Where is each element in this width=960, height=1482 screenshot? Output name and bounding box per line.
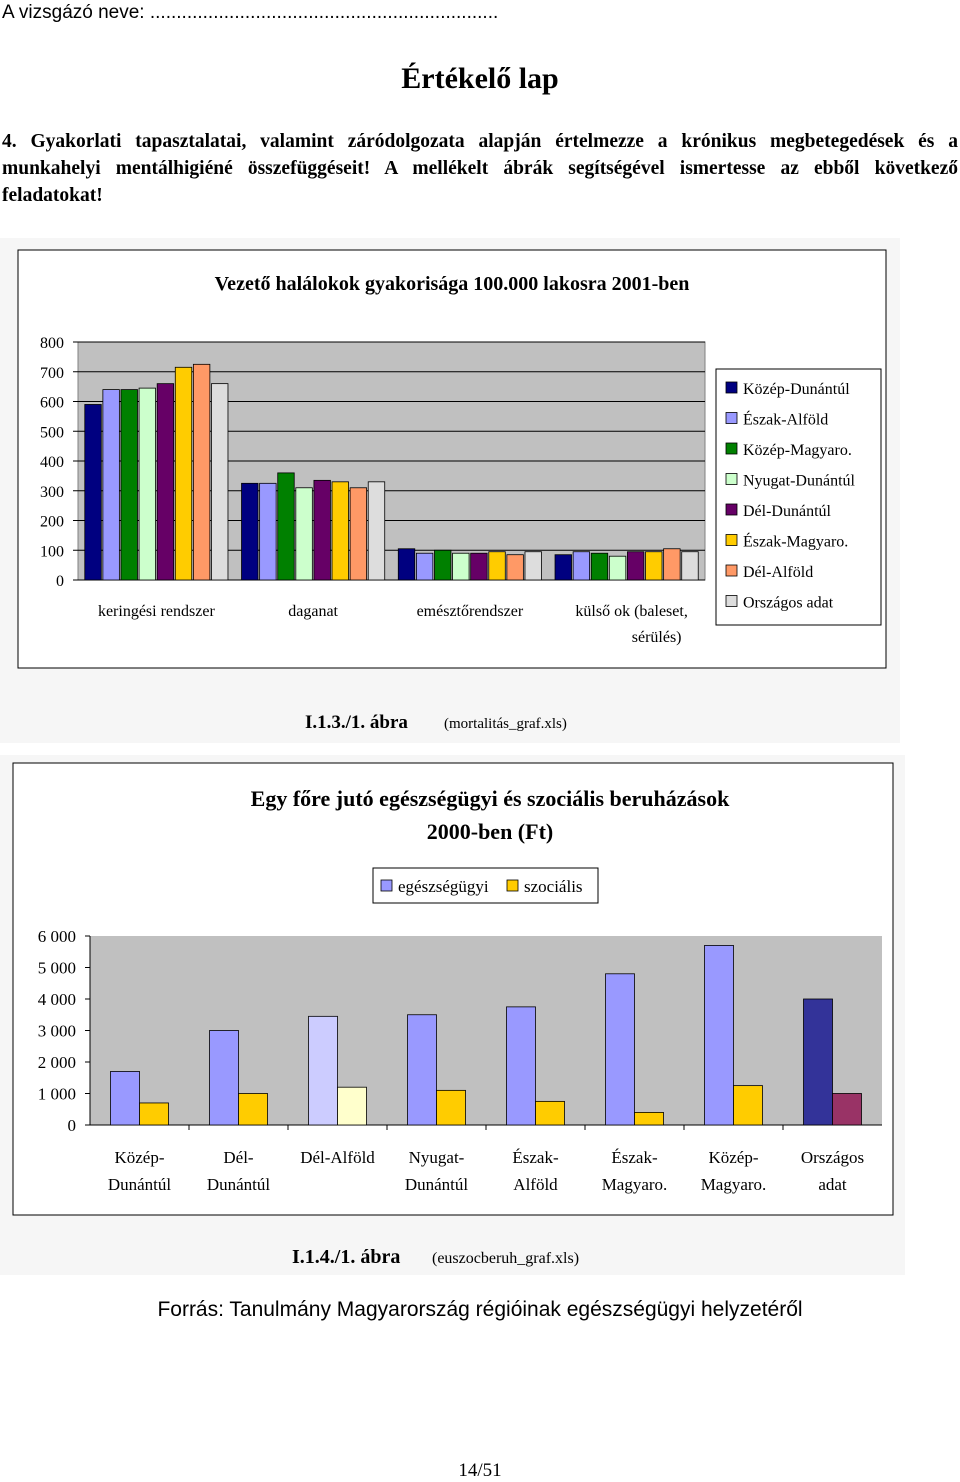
chart-2-bar: [408, 1015, 437, 1125]
chart-1-bar: [682, 552, 699, 580]
chart-1-x-tick-label: külső ok (baleset,: [575, 603, 688, 620]
chart-1-bar: [139, 388, 156, 580]
chart-2-legend-label: szociális: [524, 877, 583, 896]
chart-2-x-tick-label: Észak-: [611, 1148, 658, 1167]
chart-2-bar: [635, 1112, 664, 1125]
chart-1-title: Vezető halálokok gyakorisága 100.000 lakosra 2001-ben: [214, 273, 690, 295]
figure-1-caption: I.1.3./1. ábra: [305, 712, 408, 733]
chart-2-y-tick-label: 0: [67, 1116, 76, 1135]
investment-chart: [0, 755, 905, 1275]
chart-2-y-tick-label: 3 000: [37, 1021, 76, 1041]
chart-2-x-tick-label: Dél-: [223, 1148, 254, 1167]
chart-2-y-tick-label: 5 000: [37, 958, 76, 978]
chart-1-legend-swatch: [726, 565, 737, 576]
source-note: Forrás: Tanulmány Magyarország régióinak egészségügyi helyzetéről: [157, 1298, 803, 1321]
mortality-chart: [0, 238, 900, 743]
figure-2: [0, 755, 905, 1275]
chart-2-x-tick-label: adat: [818, 1175, 847, 1194]
chart-1-bar: [85, 404, 102, 580]
chart-1-bar: [555, 555, 572, 580]
chart-2-bar: [437, 1090, 466, 1125]
chart-1-bar: [664, 549, 681, 580]
chart-2-bar: [507, 1007, 536, 1125]
chart-1-x-tick-label: keringési rendszer: [97, 603, 215, 620]
chart-1-y-tick-label: 400: [40, 454, 64, 471]
chart-1-bar: [489, 552, 506, 580]
chart-1-bar: [591, 553, 608, 580]
chart-2-x-tick-label: Közép-: [708, 1148, 759, 1167]
chart-1-bar: [573, 552, 590, 580]
chart-1-legend-swatch: [726, 504, 737, 515]
chart-1-bar: [332, 482, 349, 580]
chart-1-bar: [471, 553, 488, 580]
chart-1-bar: [350, 488, 367, 580]
figure-2-caption: I.1.4./1. ábra: [292, 1246, 401, 1268]
chart-1-y-tick-label: 0: [56, 573, 64, 590]
chart-1-legend: [716, 369, 881, 625]
chart-1-bar: [278, 473, 295, 580]
chart-1-legend-swatch: [726, 535, 737, 546]
examinee-name-line: A vizsgázó neve: ..................................................................: [2, 2, 499, 23]
chart-1-y-tick-label: 600: [40, 394, 64, 412]
chart-1-bar: [453, 553, 470, 580]
chart-2-bar: [833, 1094, 862, 1126]
chart-2-bar: [705, 945, 734, 1125]
figure-1-caption-file: (mortalitás_graf.xls): [444, 716, 567, 732]
chart-1-bar: [175, 367, 192, 580]
chart-1-bar: [416, 553, 433, 580]
chart-1-x-tick-label: daganat: [288, 603, 338, 620]
chart-1-bar: [507, 555, 524, 580]
chart-2-bar: [111, 1071, 140, 1125]
chart-1-legend-swatch: [726, 413, 737, 424]
chart-2-x-tick-label: Dunántúl: [107, 1175, 172, 1194]
chart-1-bar: [646, 552, 663, 580]
chart-2-y-tick-label: 6 000: [37, 927, 76, 946]
chart-2-x-tick-label: Dunántúl: [404, 1175, 469, 1194]
chart-1-bar: [193, 364, 210, 580]
chart-1-legend-swatch: [726, 596, 737, 607]
chart-2-legend-label: egészségügyi: [398, 877, 489, 896]
figure-1: [0, 238, 900, 743]
chart-1-legend-label: Nyugat-Dunántúl: [743, 472, 855, 490]
chart-1-bar: [525, 552, 542, 580]
chart-1-legend-label: Dél-Alföld: [743, 564, 814, 581]
chart-1-x-tick-label: emésztőrendszer: [416, 603, 524, 620]
chart-1-y-tick-label: 700: [40, 364, 64, 382]
chart-2-bar: [309, 1016, 338, 1125]
chart-1-bar: [314, 480, 331, 580]
chart-1-legend-label: Észak-Alföld: [743, 411, 829, 429]
chart-1-bar: [242, 483, 259, 580]
chart-2-legend-swatch: [381, 880, 392, 891]
chart-2-bar: [239, 1094, 268, 1126]
chart-2-x-tick-label: Közép-: [114, 1148, 165, 1167]
chart-1-legend-label: Dél-Dunántúl: [743, 503, 831, 520]
chart-2-bar: [338, 1087, 367, 1125]
chart-1-bar: [609, 556, 626, 580]
chart-1-bar: [121, 390, 138, 580]
chart-1-legend-label: Közép-Dunántúl: [743, 381, 850, 398]
chart-1-x-tick-label: sérülés): [631, 629, 682, 646]
chart-1-bar: [260, 483, 277, 580]
chart-2-y-tick-label: 4 000: [37, 990, 76, 1009]
chart-1-legend-label: Országos adat: [743, 594, 834, 612]
chart-1-bar: [296, 488, 313, 580]
chart-1-y-tick-label: 500: [40, 424, 64, 442]
chart-2-x-tick-label: Magyaro.: [601, 1175, 668, 1194]
chart-1-bar: [627, 552, 644, 580]
chart-1-bar: [103, 390, 120, 580]
chart-2-bar: [536, 1101, 565, 1125]
chart-2-bar: [210, 1031, 239, 1126]
chart-2-bar: [734, 1086, 763, 1125]
chart-2-bar: [606, 974, 635, 1125]
chart-2-y-tick-label: 1 000: [37, 1084, 76, 1104]
chart-1-y-tick-label: 300: [40, 483, 64, 501]
chart-2-legend-swatch: [507, 880, 518, 891]
question-text: 4. Gyakorlati tapasztalatai, valamint záródolgozata alapján értelmezze a krónikus megbetegedések és a munkahelyi mentálhigiéné összefüggéseit! A mellékelt ábrák segítségével ismertesse az ebből következő feladatokat!: [2, 131, 958, 206]
page-number: 14/51: [458, 1460, 502, 1481]
chart-1-bar: [211, 384, 228, 580]
chart-2-x-tick-label: Magyaro.: [700, 1175, 767, 1194]
chart-1-legend-label: Közép-Magyaro.: [743, 442, 852, 459]
chart-1-legend-label: Észak-Magyaro.: [743, 533, 849, 551]
chart-2-title-line-2: 2000-ben (Ft): [426, 819, 554, 844]
chart-1-bar: [368, 482, 385, 580]
chart-2-x-tick-label: Nyugat-: [408, 1148, 465, 1167]
chart-2-bar: [804, 999, 833, 1125]
chart-1-y-tick-label: 200: [40, 513, 64, 531]
chart-1-bar: [434, 550, 451, 580]
chart-1-y-tick-label: 800: [40, 335, 64, 352]
chart-2-plot-area: [90, 936, 882, 1125]
chart-1-legend-swatch: [726, 443, 737, 454]
chart-2-bar: [140, 1103, 169, 1125]
chart-2-x-tick-label: Országos: [800, 1148, 865, 1167]
chart-1-bar: [398, 549, 415, 580]
chart-2-title-line-1: Egy főre jutó egészségügyi és szociális beruházások: [250, 786, 730, 811]
chart-2-y-tick-label: 2 000: [37, 1053, 76, 1072]
page-title: Értékelő lap: [401, 62, 559, 95]
chart-2-x-tick-label: Észak-: [512, 1148, 559, 1167]
chart-1-legend-swatch: [726, 382, 737, 393]
chart-1-legend-swatch: [726, 474, 737, 485]
chart-1-y-tick-label: 100: [40, 543, 64, 561]
chart-2-x-tick-label: Dunántúl: [206, 1175, 271, 1194]
figure-2-caption-file: (euszocberuh_graf.xls): [432, 1250, 580, 1267]
chart-2-x-tick-label: Alföld: [513, 1175, 558, 1194]
chart-1-bar: [157, 384, 174, 580]
chart-2-x-tick-label: Dél-Alföld: [300, 1148, 375, 1167]
